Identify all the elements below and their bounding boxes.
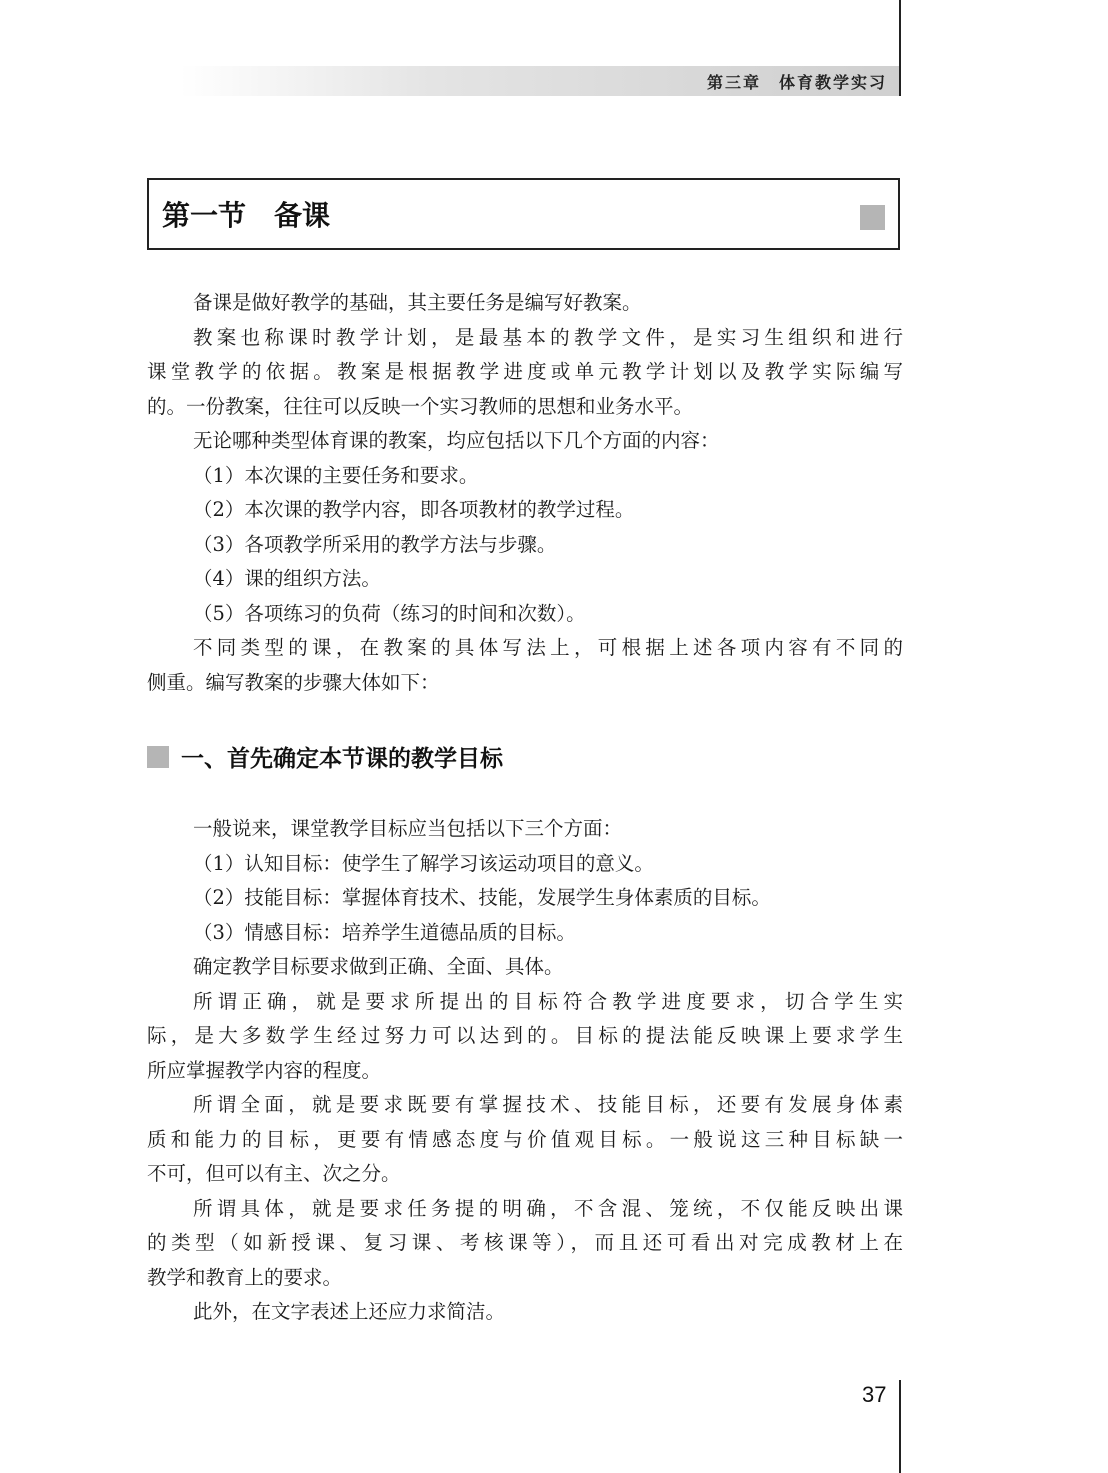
subsection-title: 一、首先确定本节课的教学目标	[181, 746, 503, 772]
text-line: 课堂教学的依据。教案是根据教学进度或单元教学计划以及教学实际编写	[147, 360, 903, 383]
text-line: 际，是大多数学生经过努力可以达到的。目标的提法能反映课上要求学生	[147, 1024, 903, 1047]
list-item: （2）本次课的教学内容，即各项教材的教学过程。	[193, 498, 635, 521]
text-line: 教学和教育上的要求。	[147, 1265, 343, 1289]
chapter-label: 第三章	[706, 73, 761, 92]
section-square-marker	[860, 205, 885, 230]
list-item: （1）认知目标：使学生了解学习该运动项目的意义。	[193, 851, 654, 875]
text-line: 不同类型的课，在教案的具体写法上，可根据上述各项内容有不同的	[193, 636, 903, 659]
body-text	[147, 812, 903, 1330]
page-number: 37	[862, 1382, 887, 1407]
text-line: 不可，但可以有主、次之分。	[147, 1162, 401, 1185]
text-line: 一般说来，课堂教学目标应当包括以下三个方面：	[193, 817, 623, 840]
text-line: 质和能力的目标，更要有情感态度与价值观目标。一般说这三种目标缺一	[147, 1127, 903, 1151]
text-line: 所谓正确，就是要求所提出的目标符合教学进度要求，切合学生实	[193, 989, 903, 1013]
text-line: 教案也称课时教学计划，是最基本的教学文件，是实习生组织和进行	[193, 325, 903, 349]
section-title: 第一节 备课	[162, 199, 331, 232]
list-item: （2）技能目标：掌握体育技术、技能，发展学生身体素质的目标。	[193, 886, 771, 909]
chapter-title: 体育教学实习	[778, 73, 887, 92]
text-line: 所谓具体，就是要求任务提的明确，不含混、笼统，不仅能反映出课	[193, 1196, 903, 1220]
page-edge-rule-top	[899, 0, 901, 96]
intro-text	[147, 286, 903, 700]
running-header	[180, 66, 899, 96]
section-title-box	[147, 178, 900, 250]
text-line: 的。一份教案，往往可以反映一个实习教师的思想和业务水平。	[147, 394, 694, 418]
text-line: 侧重。编写教案的步骤大体如下：	[147, 670, 440, 694]
text-line: 所谓全面，就是要求既要有掌握技术、技能目标，还要有发展身体素	[193, 1093, 903, 1116]
page-edge-rule-bottom	[899, 1380, 901, 1473]
text-line: 所应掌握教学内容的程度。	[147, 1058, 382, 1082]
running-header-text	[707, 70, 887, 93]
subsection-square-marker	[147, 746, 169, 768]
text-line: 备课是做好教学的基础，其主要任务是编写好教案。	[193, 291, 642, 314]
list-item: （3）各项教学所采用的教学方法与步骤。	[193, 532, 557, 556]
list-item: （5）各项练习的负荷（练习的时间和次数）。	[193, 601, 586, 625]
text-line: 的类型（如新授课、复习课、考核课等），而且还可看出对完成教材上在	[147, 1231, 903, 1254]
list-item: （4）课的组织方法。	[193, 567, 381, 590]
list-item: （3）情感目标：培养学生道德品质的目标。	[193, 920, 576, 944]
text-line: 确定教学目标要求做到正确、全面、具体。	[193, 955, 564, 978]
text-line: 无论哪种类型体育课的教案，均应包括以下几个方面的内容：	[193, 429, 720, 452]
text-line: 此外，在文字表述上还应力求简洁。	[193, 1300, 506, 1323]
list-item: （1）本次课的主要任务和要求。	[193, 463, 479, 487]
